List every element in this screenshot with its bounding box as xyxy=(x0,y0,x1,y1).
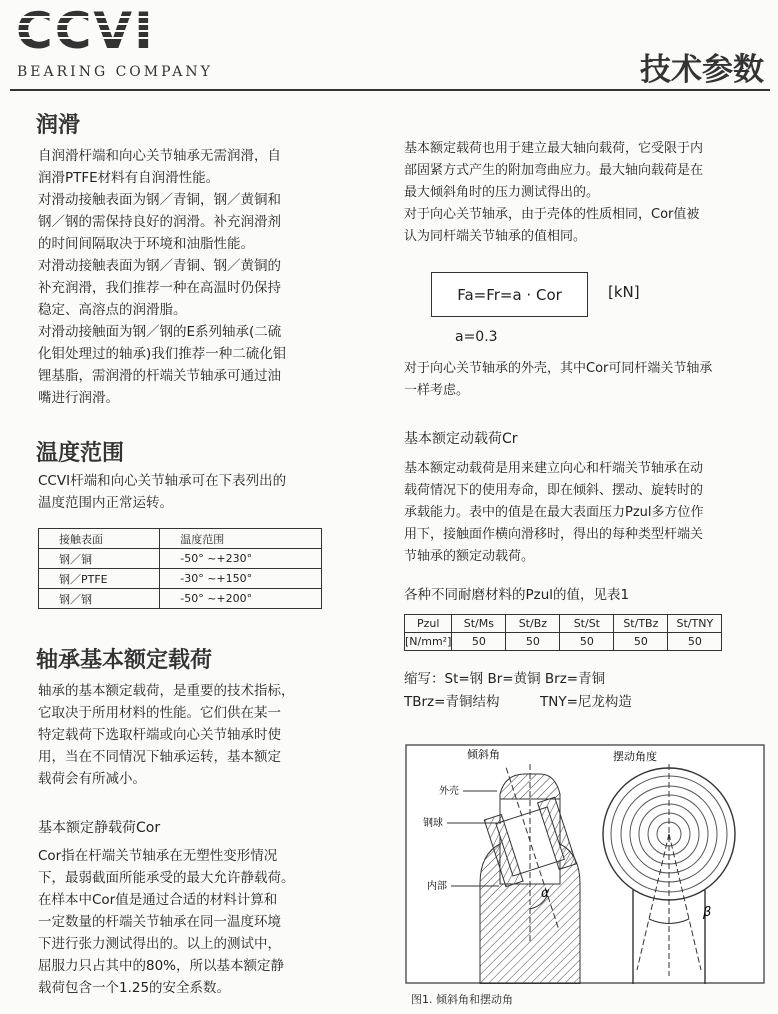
abbr-line-2b: TNY=尼龙构造 xyxy=(540,694,632,710)
tilt-swing-figure xyxy=(405,744,765,984)
table-header-row: 接触表面 温度范围 xyxy=(39,529,322,549)
ccvi-logo xyxy=(12,6,227,54)
temperature-title: 温度范围 xyxy=(36,441,125,466)
static-load-title: 基本额定静载荷Cor xyxy=(38,820,161,836)
table-row: 钢／铜 -50° ~+230° xyxy=(39,549,322,569)
company-name: BEARING COMPANY xyxy=(17,64,213,80)
pzul-intro: 各种不同耐磨材料的Pzul的值，见表1 xyxy=(404,587,630,603)
abbr-line-2a: TBrz=青铜结构 xyxy=(404,694,500,710)
table-row: [N/mm²] 50 50 50 50 50 xyxy=(405,633,722,651)
formula-unit: [kN] xyxy=(608,283,640,301)
axial-text: 基本额定载荷也用于建立最大轴向载荷，它受限于内 部固紧方式产生的附加弯曲应力。最大轴向载荷是在 最大倾斜角时的压力测试得出的。 对于向心关节轴承，由于壳体的性质相同，Cor值被 认为同杆端关节轴承的值相同。 xyxy=(404,141,704,244)
label-inner: 内部 xyxy=(427,881,447,892)
lubrication-text: 自润滑杆端和向心关节轴承无需润滑，自 润滑PTFE材料有自润滑性能。 对滑动接触表面为钢／青铜，钢／黄铜和 钢／钢的需保持良好的润滑。补充润滑剂 的时间间隔取决于环境和油脂性能。 对滑动接触表面为钢／青铜、钢／黄铜的 补充润滑，我们推荐一种在高温时仍保持 稳定、高溶点的润滑脂。 对滑动接触面为钢／钢的E系列轴承(二硫 化钼处理过的轴承)我们推荐一种二硫化钼 锂基脂，需润滑的杆端关节轴承可通过油 嘴进行润滑。 xyxy=(38,148,287,406)
temperature-text: CCVI杆端和向心关节轴承可在下表列出的 温度范围内正常运转。 xyxy=(38,473,287,511)
a-value: a=0.3 xyxy=(455,329,498,345)
figure-caption: 图1. 倾斜角和摆动角 xyxy=(411,993,513,1006)
table-row: 钢／钢 -50° ~+200° xyxy=(39,589,322,609)
housing-note: 对于向心关节轴承的外壳，其中Cor可同杆端关节轴承 一样考虑。 xyxy=(404,361,713,398)
label-ball: 钢球 xyxy=(423,818,443,829)
formula: Fa=Fr=a · Cor xyxy=(457,285,562,304)
abbr-line-1: 缩写：St=钢 Br=黄铜 Brz=青铜 xyxy=(404,671,606,687)
pzul-table xyxy=(404,614,722,651)
label-swing: 摆动角度 xyxy=(613,750,657,763)
page-title: 技术参数 xyxy=(640,52,764,88)
beta-symbol: β xyxy=(703,905,712,920)
temperature-table xyxy=(38,528,322,609)
header-divider xyxy=(10,89,770,91)
dynamic-load-text: 基本额定动载荷是用来建立向心和杆端关节轴承在动 载荷情况下的使用寿命，即在倾斜、摆动、旋转时的 承载能力。表中的值是在最大表面压力Pzul多方位作 用下，接触面作横向滑移时，得出的每种类型杆端关 节轴承的额定动载荷。 xyxy=(404,461,704,564)
alpha-symbol: α xyxy=(541,886,550,901)
formula-box xyxy=(431,272,588,317)
table-row: 钢／PTFE -30° ~+150° xyxy=(39,569,322,589)
table-header-row: Pzul St/Ms St/Bz St/St St/TBz St/TNY xyxy=(405,615,722,633)
label-tilt: 倾斜角 xyxy=(467,748,500,761)
dynamic-load-title: 基本额定动载荷Cr xyxy=(404,431,518,447)
load-text: 轴承的基本额定载荷，是重要的技术指标， 它取决于所用材料的性能。它们供在某一 特定载荷下选取杆端或向心关节轴承时使 用，当在不同情况下轴承运转，基本额定 载荷会有所减小。 xyxy=(38,683,295,787)
lubrication-title: 润滑 xyxy=(36,113,81,138)
label-outer: 外壳 xyxy=(439,786,459,797)
load-title: 轴承基本额定载荷 xyxy=(36,648,213,673)
static-load-text: Cor指在杆端关节轴承在无塑性变形情况 下，最弱截面所能承受的最大允许静载荷。 在样本中Cor值是通过合适的材料计算和 一定数量的杆端关节轴承在同一温度环境 下进行张力测试得出的。以上的测试中， 屈服力只占其中的80%，所以基本额定静 载荷包含一个1.25的安全系数。 xyxy=(38,848,295,996)
